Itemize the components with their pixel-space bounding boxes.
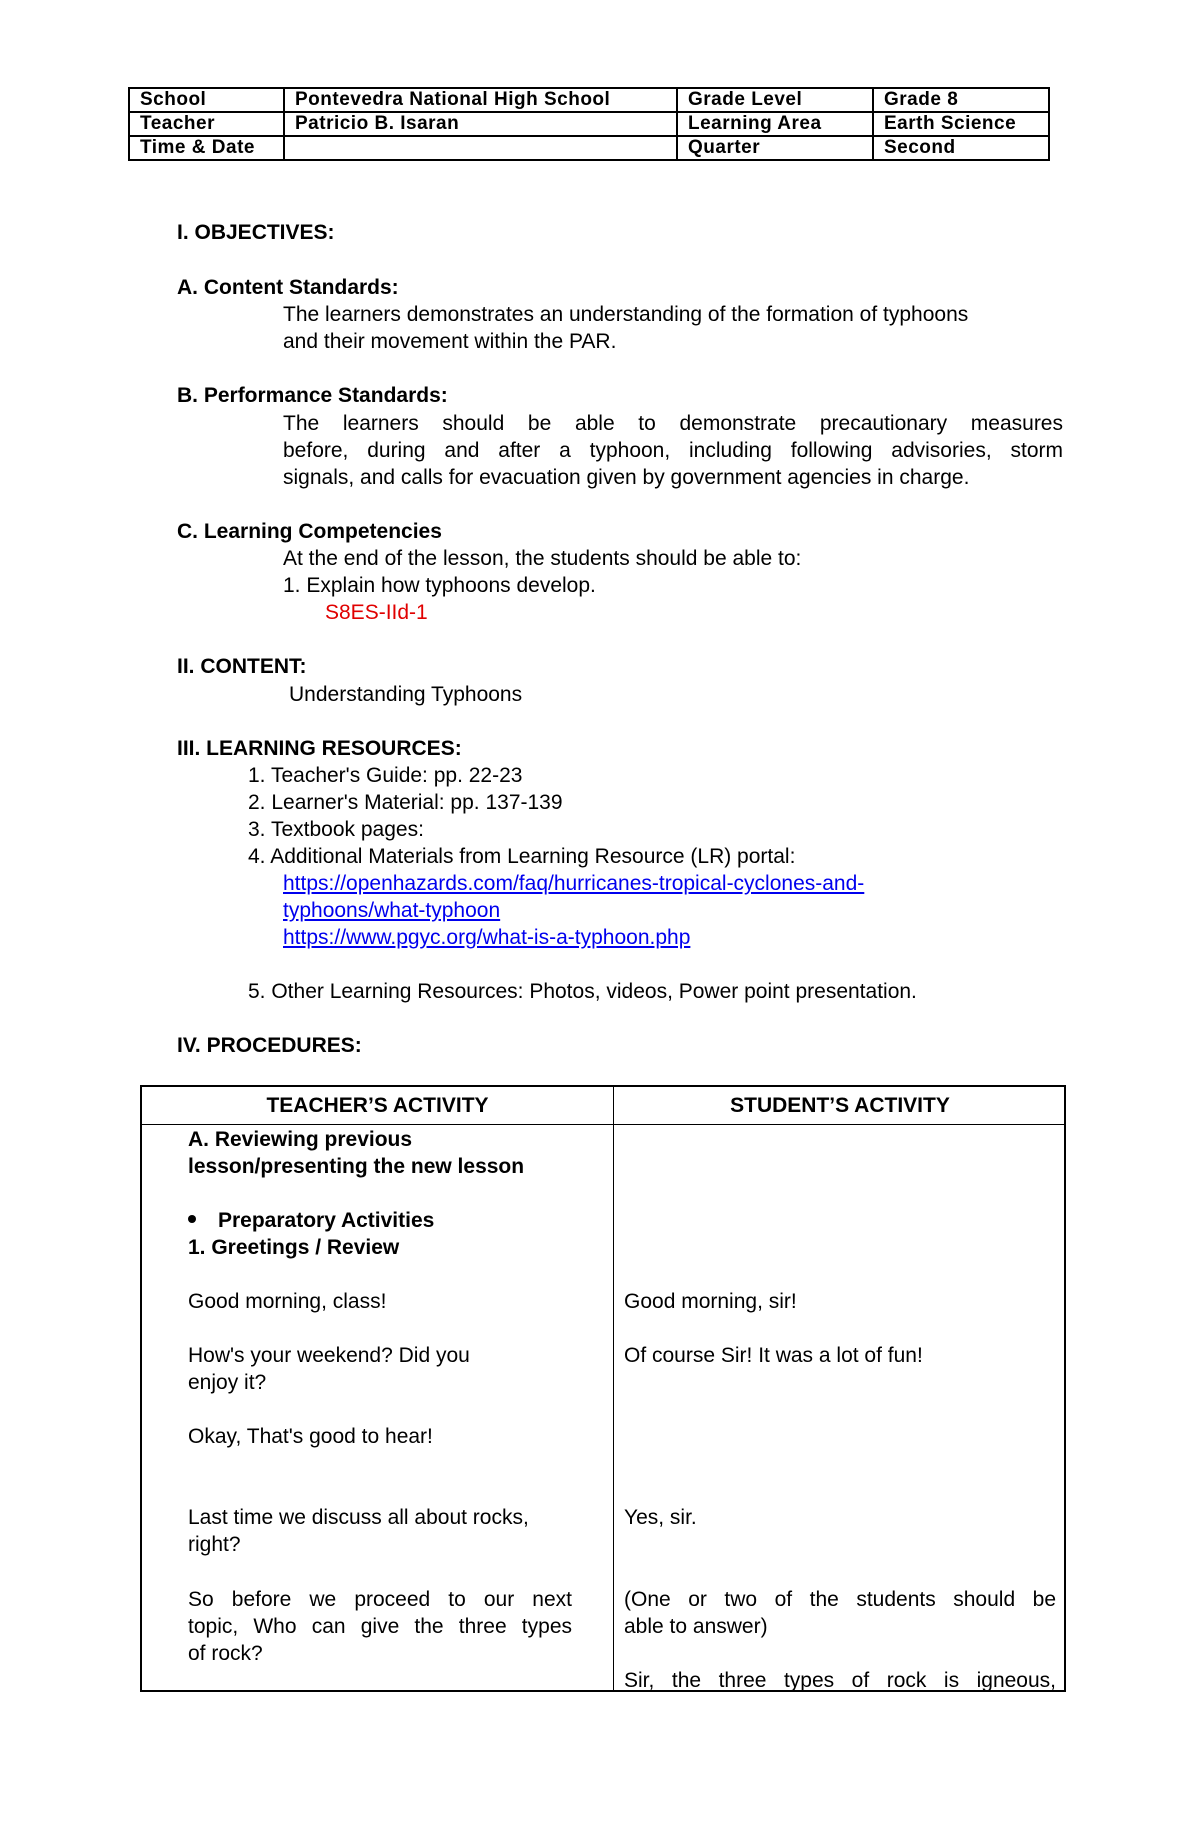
school-label: School (129, 88, 284, 112)
procedures-heading: IV. PROCEDURES: (177, 1034, 362, 1057)
teacher-line-2b: enjoy it? (188, 1371, 267, 1394)
grade-level-label: Grade Level (677, 88, 873, 112)
student-line-2: Of course Sir! It was a lot of fun! (624, 1344, 923, 1367)
teacher-line-2a: How's your weekend? Did you (188, 1344, 470, 1367)
time-date-label: Time & Date (129, 136, 284, 160)
resource-item-3: 3. Textbook pages: (248, 818, 424, 841)
resource-link-1-part-1[interactable]: https://openhazards.com/faq/hurricanes-tropical-cyclones-and- (283, 872, 865, 895)
resource-item-2: 2. Learner's Material: pp. 137-139 (248, 791, 563, 814)
performance-standards-line-3: signals, and calls for evacuation given by government agencies in charge. (283, 466, 970, 489)
teacher-line-4b: right? (188, 1533, 241, 1556)
section-a-line-1: A. Reviewing previous (188, 1128, 413, 1151)
header-row-time (129, 136, 1049, 160)
performance-standards-heading: B. Performance Standards: (177, 384, 448, 407)
header-info-table (128, 87, 1050, 161)
student-activity-header: STUDENT’S ACTIVITY (730, 1094, 950, 1117)
learning-competencies-heading: C. Learning Competencies (177, 520, 442, 543)
preparatory-activities-item (188, 1207, 434, 1234)
learning-resources-heading: III. LEARNING RESOURCES: (177, 737, 462, 760)
preparatory-activities-label: Preparatory Activities (218, 1209, 435, 1232)
header-divider (142, 1124, 1064, 1125)
teacher-line-1: Good morning, class! (188, 1290, 387, 1313)
grade-level-value: Grade 8 (873, 88, 1049, 112)
student-line-1: Good morning, sir! (624, 1290, 797, 1313)
header-row-teacher (129, 112, 1049, 136)
content-standards-line-2: and their movement within the PAR. (283, 330, 617, 353)
student-line-6a: Sir, the three types of rock is igneous, (624, 1669, 1056, 1692)
resource-link-1-part-2[interactable]: typhoons/what-typhoon (283, 899, 501, 922)
objectives-heading: I. OBJECTIVES: (177, 221, 335, 244)
greetings-review: 1. Greetings / Review (188, 1236, 400, 1259)
time-date-value (284, 136, 677, 160)
student-line-5a: (One or two of the students should be (624, 1588, 1056, 1611)
procedures-table (140, 1085, 1066, 1692)
teacher-line-5b: topic, Who can give the three types (188, 1615, 572, 1638)
content-standards-heading: A. Content Standards: (177, 276, 399, 299)
resource-item-4: 4. Additional Materials from Learning Resource (LR) portal: (248, 845, 796, 868)
content-text: Understanding Typhoons (289, 683, 523, 706)
teacher-activity-header: TEACHER’S ACTIVITY (266, 1094, 489, 1117)
content-standards-line-1: The learners demonstrates an understanding of the formation of typhoons (283, 303, 969, 326)
resource-item-5: 5. Other Learning Resources: Photos, videos, Power point presentation. (248, 980, 917, 1003)
competencies-intro: At the end of the lesson, the students should be able to: (283, 547, 802, 570)
learning-area-value: Earth Science (873, 112, 1049, 136)
resource-item-1: 1. Teacher's Guide: pp. 22-23 (248, 764, 523, 787)
section-a-line-2: lesson/presenting the new lesson (188, 1155, 525, 1178)
quarter-label: Quarter (677, 136, 873, 160)
competency-item-1: 1. Explain how typhoons develop. (283, 574, 596, 597)
bullet-icon (188, 1215, 196, 1223)
quarter-value: Second (873, 136, 1049, 160)
teacher-line-3: Okay, That's good to hear! (188, 1425, 433, 1448)
header-row-school (129, 88, 1049, 112)
student-line-5b: able to answer) (624, 1615, 768, 1638)
teacher-line-5c: of rock? (188, 1642, 263, 1665)
performance-standards-line-1: The learners should be able to demonstrate precautionary measures (283, 412, 1063, 435)
teacher-label: Teacher (129, 112, 284, 136)
performance-standards-line-2: before, during and after a typhoon, including following advisories, storm (283, 439, 1063, 462)
learning-area-label: Learning Area (677, 112, 873, 136)
teacher-line-5a: So before we proceed to our next (188, 1588, 572, 1611)
competency-code: S8ES-IId-1 (325, 601, 428, 624)
resource-link-2[interactable]: https://www.pgyc.org/what-is-a-typhoon.php (283, 926, 691, 949)
school-value: Pontevedra National High School (284, 88, 677, 112)
content-heading: II. CONTENT: (177, 655, 307, 678)
teacher-line-4a: Last time we discuss all about rocks, (188, 1506, 529, 1529)
column-divider (613, 1087, 614, 1690)
teacher-value: Patricio B. Isaran (284, 112, 677, 136)
student-line-4: Yes, sir. (624, 1506, 697, 1529)
